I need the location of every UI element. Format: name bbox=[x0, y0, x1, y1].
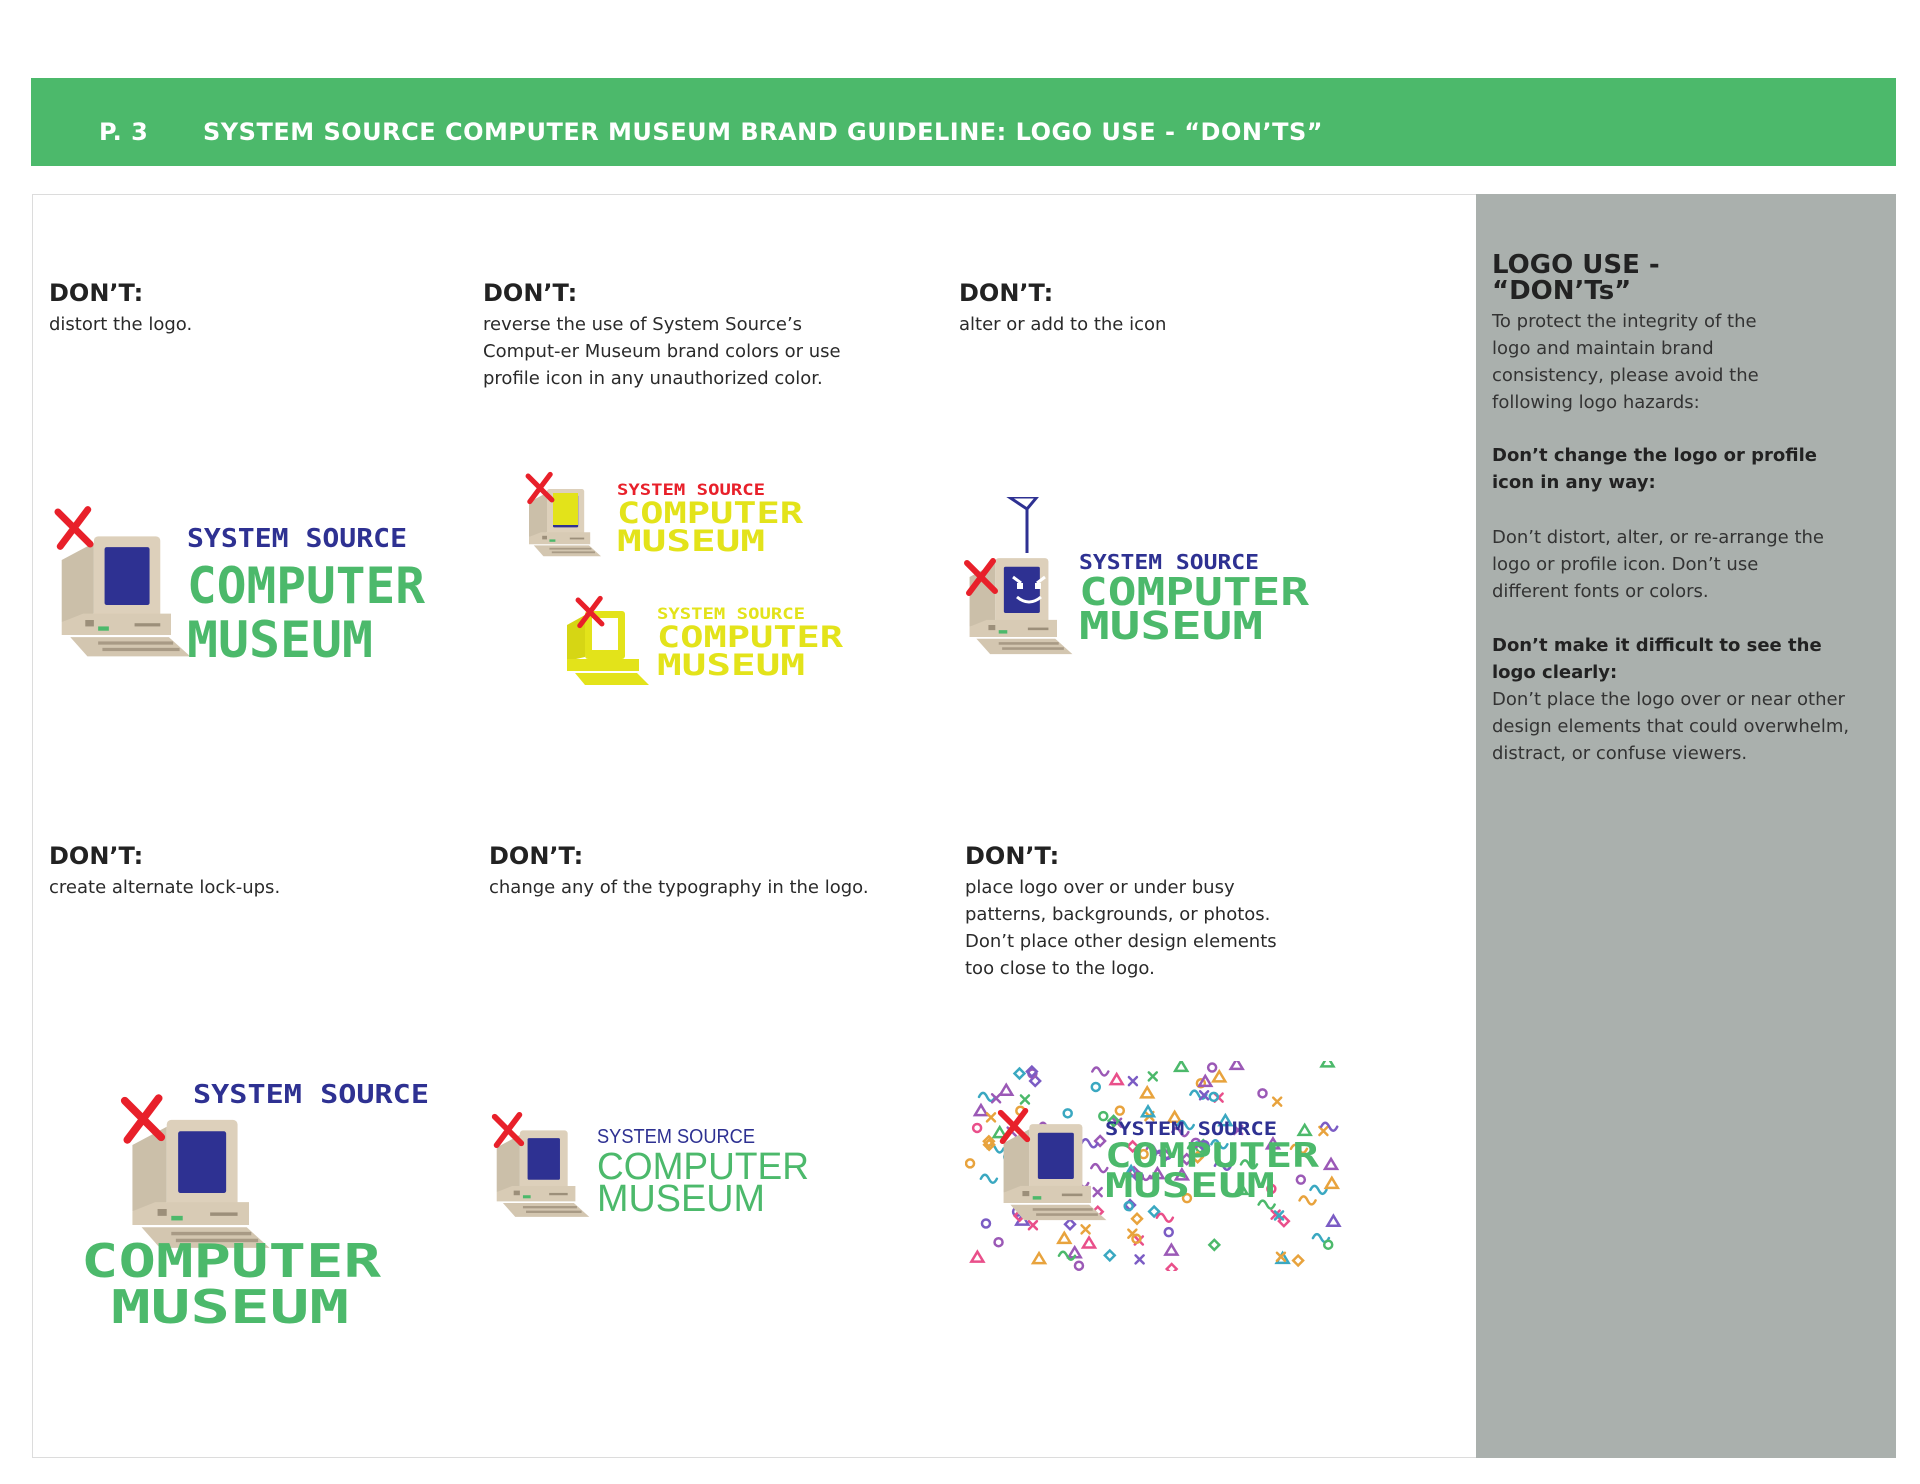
examples-panel bbox=[32, 194, 1478, 1458]
logo-line1: SYSTEM SOURCE bbox=[657, 604, 805, 623]
dont-text: reverse the use of System Source’s Comput-er Museum brand colors or use profile icon in any unauthorized color. bbox=[483, 314, 841, 389]
logo-line3: MUSEUM bbox=[617, 524, 765, 558]
distorted-logo bbox=[51, 505, 471, 679]
page-number: P. 3 bbox=[99, 118, 149, 146]
sidebar-subhead-change: Don’t change the logo or profile icon in any way: bbox=[1492, 445, 1817, 493]
logo-line2: COMPUTER bbox=[1079, 570, 1310, 614]
computer-icon bbox=[132, 1120, 269, 1248]
antenna-icon bbox=[1009, 497, 1037, 553]
logo-line2: COMPUTER bbox=[81, 1234, 382, 1288]
logo-line2: COMPUTER bbox=[1105, 1136, 1320, 1176]
dont-heading: DON’T: bbox=[483, 279, 578, 307]
sidebar-body-change: Don’t distort, alter, or re-arrange the logo or profile icon. Don’t use different fonts or colors. bbox=[1492, 527, 1824, 602]
logo-line1: SYSTEM SOURCE bbox=[1079, 550, 1259, 574]
busy-pattern bbox=[965, 1061, 1345, 1271]
sidebar-panel bbox=[1476, 194, 1896, 1458]
x-mark-icon bbox=[58, 510, 90, 547]
page-title: SYSTEM SOURCE COMPUTER MUSEUM BRAND GUIDELINE: LOGO USE - “DON’TS” bbox=[203, 118, 1323, 146]
x-mark-icon bbox=[495, 1115, 522, 1145]
logo-line3: MUSEUM bbox=[597, 1178, 765, 1220]
logo-line3: MUSEUM bbox=[187, 611, 373, 669]
dont-item-alter-icon bbox=[959, 279, 1319, 338]
dont-item-distort bbox=[49, 279, 409, 338]
sidebar-body-visibility: Don’t place the logo over or near other design elements that could overwhelm, distract, or confuse viewers. bbox=[1492, 689, 1850, 764]
logo-line3: MUSEUM bbox=[1079, 604, 1263, 648]
wrong-colors-logo-b bbox=[563, 595, 863, 689]
logo-line1: SYSTEM SOURCE bbox=[1105, 1118, 1277, 1140]
computer-icon bbox=[497, 1130, 590, 1216]
logo-line3: MUSEUM bbox=[111, 1280, 349, 1333]
dont-text: alter or add to the icon bbox=[959, 314, 1167, 335]
logo-line1: SYSTEM SOURCE bbox=[193, 1080, 429, 1110]
logo-line2: COMPUTER bbox=[617, 496, 804, 530]
dont-text: place logo over or under busy patterns, backgrounds, or photos. Don’t place other design elements too close to the logo. bbox=[965, 877, 1277, 979]
altered-icon-logo bbox=[961, 497, 1341, 661]
dont-heading: DON’T: bbox=[49, 842, 144, 870]
page-header bbox=[31, 78, 1896, 166]
dont-text: change any of the typography in the logo. bbox=[489, 877, 869, 898]
wrong-typography-logo bbox=[489, 1111, 829, 1235]
dont-heading: DON’T: bbox=[49, 279, 144, 307]
logo-line2: COMPUTER bbox=[597, 1146, 809, 1188]
logo-line3: MUSEUM bbox=[1105, 1166, 1275, 1206]
logo-line3: MUSEUM bbox=[657, 648, 805, 682]
logo-line1: SYSTEM SOURCE bbox=[597, 1126, 755, 1148]
dont-text: create alternate lock-ups. bbox=[49, 877, 281, 898]
dont-heading: DON’T: bbox=[959, 279, 1054, 307]
dont-text: distort the logo. bbox=[49, 314, 193, 335]
x-mark-icon bbox=[125, 1098, 161, 1140]
sidebar-title: LOGO USE - “DON’Ts” bbox=[1492, 250, 1660, 306]
dont-item-colors bbox=[483, 279, 883, 392]
dont-item-lockups bbox=[49, 842, 409, 901]
computer-icon bbox=[51, 505, 471, 675]
dont-heading: DON’T: bbox=[489, 842, 584, 870]
alternate-lockup-logo bbox=[61, 1073, 441, 1337]
wrong-colors-logo-a bbox=[523, 471, 823, 565]
logo-line2: COMPUTER bbox=[657, 620, 844, 654]
sidebar-subhead-visibility: Don’t make it difficult to see the logo clearly: bbox=[1492, 635, 1822, 683]
logo-line1: SYSTEM SOURCE bbox=[617, 480, 765, 499]
logo-line2: COMPUTER bbox=[187, 557, 426, 615]
busy-background-logo bbox=[965, 1061, 1345, 1275]
dont-item-busy-background bbox=[965, 842, 1285, 982]
logo-line1: SYSTEM SOURCE bbox=[187, 524, 407, 554]
dont-heading: DON’T: bbox=[965, 842, 1060, 870]
sidebar-intro: To protect the integrity of the logo and maintain brand consistency, please avoid the following logo hazards: bbox=[1492, 311, 1759, 413]
dont-item-typography bbox=[489, 842, 889, 901]
